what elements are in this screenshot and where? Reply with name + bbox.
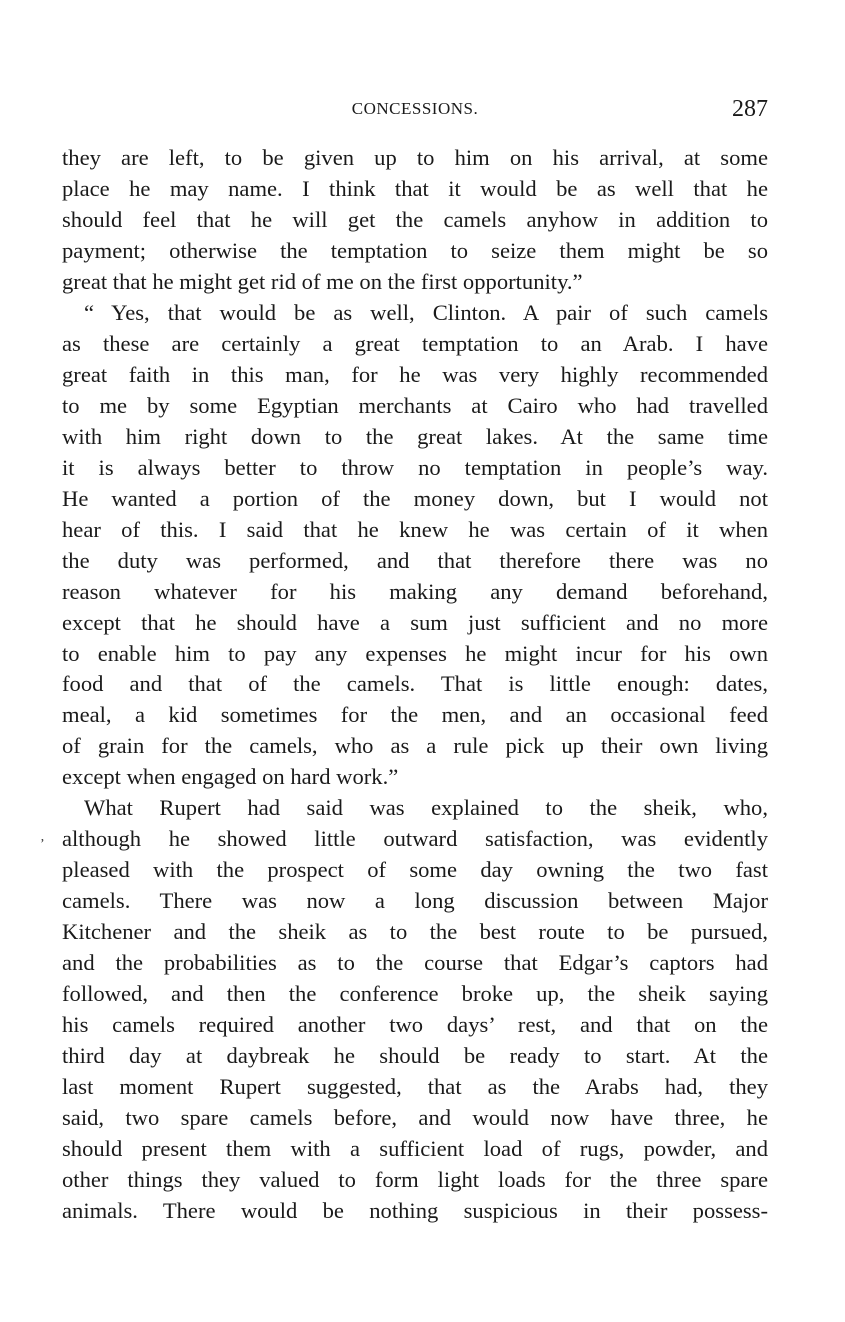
text-line: with him right down to the great lakes. At the same time <box>62 423 768 449</box>
text-line: followed, and then the conference broke up, the sheik saying <box>62 981 768 1007</box>
text-line: although he showed little outward satisfaction, was evidently <box>62 826 768 852</box>
text-line: Kitchener and the sheik as to the best route to be pursued, <box>62 919 768 945</box>
text-line: What Rupert had said was explained to the sheik, who, <box>84 795 768 821</box>
text-line: except when engaged on hard work.” <box>62 764 399 790</box>
text-line: great that he might get rid of me on the first opportunity.” <box>62 268 583 294</box>
text-line: third day at daybreak he should be ready to start. At the <box>62 1043 768 1069</box>
text-line: animals. There would be nothing suspicious in their possess- <box>62 1197 768 1223</box>
text-line: should present them with a sufficient load of rugs, powder, and <box>62 1136 768 1161</box>
text-line: except that he should have a sum just sufficient and no more <box>62 609 768 635</box>
stray-mark: ’ <box>40 837 45 852</box>
text-line: reason whatever for his making any demand beforehand, <box>62 578 768 604</box>
text-line: his camels required another two days’ rest, and that on the <box>62 1012 768 1038</box>
text-line: payment; otherwise the temptation to seize them might be so <box>62 237 768 263</box>
text-line: great faith in this man, for he was very highly recommended <box>62 361 768 387</box>
text-line: hear of this. I said that he knew he was certain of it when <box>62 516 768 542</box>
text-line: “ Yes, that would be as well, Clinton. A pair of such camels <box>84 299 768 325</box>
text-line: of grain for the camels, who as a rule pick up their own living <box>62 733 768 759</box>
text-line: to enable him to pay any expenses he might incur for his own <box>62 640 768 666</box>
text-line: meal, a kid sometimes for the men, and an occasional feed <box>62 702 768 728</box>
text-line: to me by some Egyptian merchants at Cairo who had travelled <box>62 392 768 418</box>
text-line: pleased with the prospect of some day owning the two fast <box>62 857 768 883</box>
text-line: they are left, to be given up to him on his arrival, at some <box>62 145 768 170</box>
text-line: other things they valued to form light loads for the three spare <box>62 1166 768 1192</box>
text-line: place he may name. I think that it would be as well that he <box>62 175 768 201</box>
text-line: the duty was performed, and that therefore there was no <box>62 547 768 573</box>
text-line: said, two spare camels before, and would now have three, he <box>62 1105 768 1131</box>
text-line: He wanted a portion of the money down, but I would not <box>62 485 768 511</box>
text-line: as these are certainly a great temptation to an Arab. I have <box>62 330 768 356</box>
text-line: camels. There was now a long discussion between Major <box>62 888 768 914</box>
text-line: last moment Rupert suggested, that as the Arabs had, they <box>62 1074 768 1100</box>
page-number: 287 <box>732 96 768 122</box>
text-line: it is always better to throw no temptation in people’s way. <box>62 454 768 480</box>
text-line: and the probabilities as to the course that Edgar’s captors had <box>62 950 768 976</box>
running-head <box>62 93 768 125</box>
text-line: food and that of the camels. That is little enough: dates, <box>62 671 768 697</box>
running-title: CONCESSIONS. <box>351 99 479 118</box>
body-text <box>62 143 768 1227</box>
text-line: should feel that he will get the camels anyhow in addition to <box>62 206 768 232</box>
